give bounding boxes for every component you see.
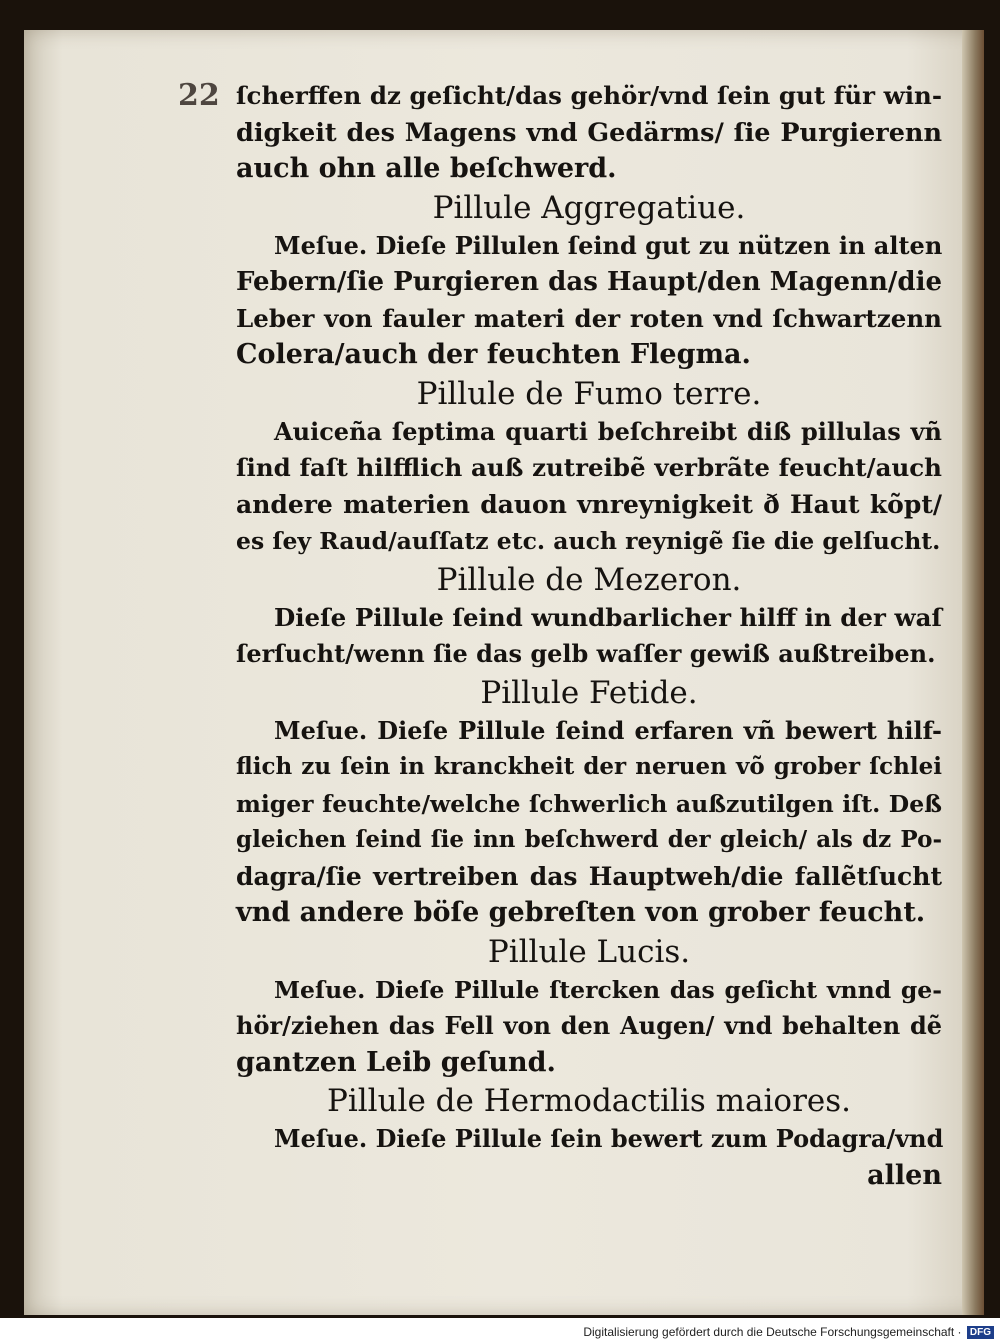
section-heading: Pillule de Mezeron. xyxy=(436,561,742,598)
page-number: 22 xyxy=(178,78,220,113)
text-line: gleichen ſeind ſie inn beſchwerd der gleich/ als dz Po- xyxy=(236,826,942,853)
section-heading: Pillule Aggregatiue. xyxy=(432,189,746,226)
footer-credit: Digitalisierung gefördert durch die Deutsche Forschungsgemeinschaft · xyxy=(583,1325,962,1339)
text-line: gantzen Leib geſund. xyxy=(236,1046,556,1078)
text-line: Leber von fauler materi der roten vnd ſchwartzenn xyxy=(236,303,942,333)
section-heading: Pillule Lucis. xyxy=(487,933,691,970)
text-line: Meſue. Dieſe Pillule ſtercken das geſicht vnnd ge- xyxy=(274,975,942,1004)
catchword: allen xyxy=(867,1159,942,1191)
text-line: ſerſucht/wenn ſie das gelb waſſer gewiß außtreiben. xyxy=(236,639,936,668)
section-heading: Pillule de Fumo terre. xyxy=(416,375,762,412)
text-line: ſind faſt hilfflich auß zutreibẽ verbrãte feucht/auch xyxy=(236,453,942,482)
text-line: Dieſe Pillule ſeind wundbarlicher hilff in der waſ xyxy=(274,602,942,632)
text-line: Meſue. Dieſe Pillulen ſeind gut zu nützen in alten xyxy=(274,230,943,260)
text-line: andere materien dauon vnreynigkeit ð Haut kõpt/ xyxy=(236,489,942,519)
text-line: hör/ziehen das Fell von den Augen/ vnd behalten dẽ xyxy=(236,1011,942,1040)
text-line: miger feuchte/welche ſchwerlich außzutilgen iſt. Deß xyxy=(236,789,942,818)
footer xyxy=(0,1322,1000,1342)
text-line: Colera/auch der feuchten Flegma. xyxy=(236,339,751,370)
section-heading: Pillule Fetide. xyxy=(480,674,698,711)
page-text xyxy=(236,78,942,1194)
text-line: flich zu ſein in kranckheit der neruen võ grober ſchlei xyxy=(236,753,942,780)
text-line: Meſue. Dieſe Pillule ſein bewert zum Podagra/vnd xyxy=(274,1124,944,1153)
text-line: auch ohn alle beſchwerd. xyxy=(236,153,617,184)
section-heading: Pillule de Hermodactilis maiores. xyxy=(326,1083,852,1119)
text-line: ſcherffen dz geſicht/das gehör/vnd ſein gut für win- xyxy=(236,81,942,110)
dfg-logo: DFG xyxy=(967,1326,994,1339)
text-line: digkeit des Magens vnd Gedärms/ ſie Purgierenn xyxy=(236,117,942,148)
text-line: Febern/ſie Purgieren das Haupt/den Magenn/die xyxy=(236,267,942,297)
text-line: Meſue. Dieſe Pillule ſeind erfaren vñ bewert hilf- xyxy=(274,715,942,745)
text-line: Auiceña ſeptima quarti beſchreibt diß pillulas vñ xyxy=(274,416,942,446)
page-edge xyxy=(962,30,984,1315)
text-line: es ſey Raud/auſſatz etc. auch reynigẽ ſie die gelſucht. xyxy=(236,527,941,555)
text-line: vnd andere böſe gebreſten von grober feucht. xyxy=(236,897,926,928)
text-line: dagra/ſie vertreiben das Hauptweh/die fallẽtſucht xyxy=(236,861,942,891)
